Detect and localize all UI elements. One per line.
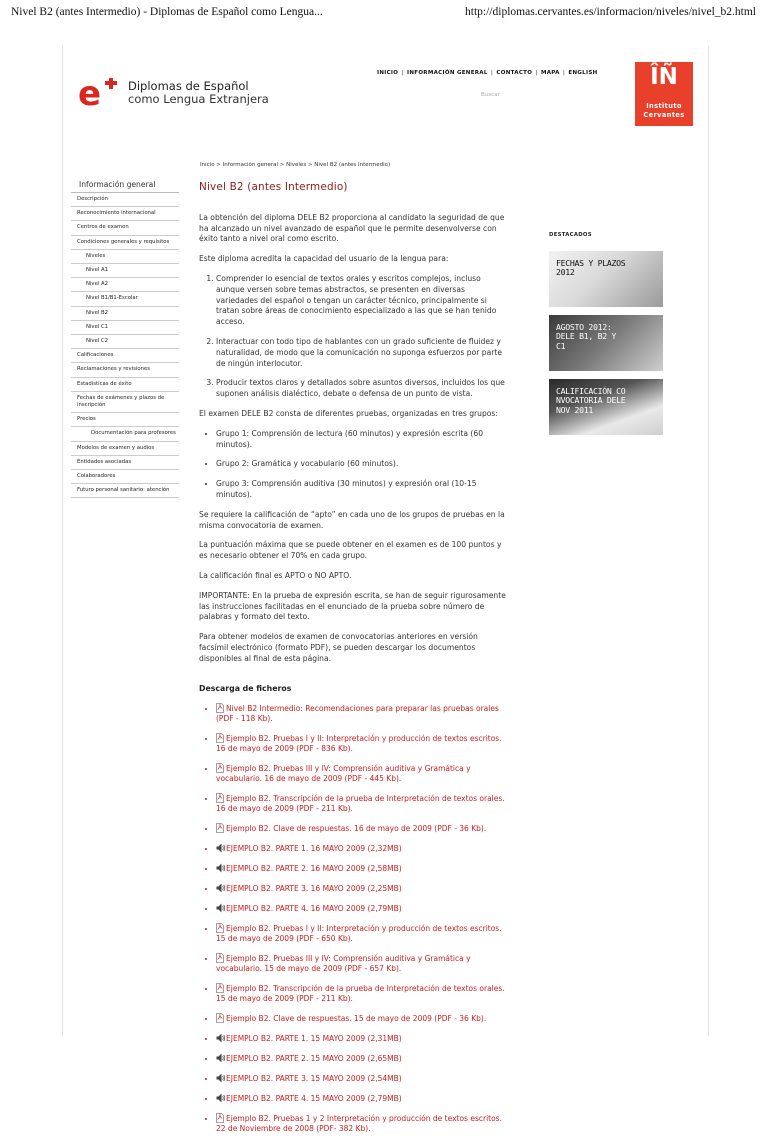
download-link[interactable] — [216, 703, 509, 724]
nav-informacion-general[interactable]: INFORMACIÓN GENERAL — [407, 70, 488, 76]
pdf-icon — [216, 703, 224, 713]
sidebar — [71, 179, 179, 498]
search-input[interactable]: Buscar — [481, 92, 500, 98]
sidebar-item[interactable]: Fechas de exámenes y plazos de inscripción — [71, 392, 179, 413]
svg-text:e: e — [78, 78, 102, 108]
capacity-item: 3. Producir textos claros y detallados sobre asuntos diversos, incluidos los que suponen análisis dialéctico, debate o defensa de un punto de vista. — [216, 378, 509, 400]
pdf-icon — [216, 793, 224, 803]
sidebar-item[interactable]: Entidades asociadas — [71, 456, 179, 470]
download-label: EJEMPLO B2. PARTE 1. 16 MAYO 2009 (2,32MB) — [226, 844, 402, 854]
audio-icon — [216, 843, 224, 853]
breadcrumb[interactable]: Inicio > Información general > Niveles > Nivel B2 (antes Intermedio) — [200, 162, 391, 168]
exam-group-item: • Grupo 3: Comprensión auditiva (30 minutos) y expresión oral (10-15 minutos). — [216, 479, 509, 501]
download-label: Ejemplo B2. Clave de respuestas. 16 de mayo de 2009 (PDF - 36 Kb). — [226, 824, 487, 834]
important-paragraph: IMPORTANTE: En la prueba de expresión escrita, se han de seguir rigurosamente las instrucciones facilitadas en el enunciado de la prueba sobre número de palabras y formato del texto. — [199, 590, 506, 622]
featured-panel — [549, 232, 663, 443]
e-plus-logo-icon[interactable] — [78, 78, 126, 108]
audio-icon — [216, 883, 224, 893]
capacity-paragraph: Este diploma acredita la capacidad del usuario de la lengua para: — [199, 254, 449, 264]
download-link[interactable] — [216, 923, 509, 944]
logo-line-1: Diplomas de Español — [128, 79, 249, 93]
download-label: Ejemplo B2. Transcripción de la prueba de Interpretación de textos orales. 16 de mayo de 2009 (PDF - 211 Kb). — [216, 794, 505, 814]
sidebar-item[interactable]: Condiciones generales y requisitos — [71, 236, 179, 250]
featured-card-calificacion[interactable] — [549, 379, 663, 435]
download-label: Ejemplo B2. Pruebas I y II: Interpretación y producción de textos escritos. 16 de mayo de 2009 (PDF - 836 Kb). — [216, 734, 502, 754]
download-link[interactable] — [216, 843, 509, 854]
page-container — [62, 46, 709, 1134]
sidebar-heading[interactable]: Información general — [71, 179, 179, 193]
download-label: EJEMPLO B2. PARTE 3. 15 MAYO 2009 (2,54MB) — [226, 1074, 402, 1084]
sidebar-item[interactable]: Colaboradores — [71, 470, 179, 484]
page-title: Nivel B2 (antes Intermedio) — [199, 181, 348, 193]
sidebar-item[interactable]: Descripción — [71, 193, 179, 207]
download-label: Ejemplo B2. Pruebas III y IV: Comprensión auditiva y Gramática y vocabulario. 15 de mayo de 2009 (PDF - 657 Kb). — [216, 954, 471, 974]
sidebar-item[interactable]: Nivel C2 — [71, 335, 179, 349]
exam-groups-list — [199, 429, 509, 501]
sidebar-item[interactable]: Reclamaciones y revisiones — [71, 363, 179, 377]
cervantes-symbol-icon: ÎÑ — [650, 64, 678, 90]
pdf-icon — [216, 983, 224, 993]
sidebar-item[interactable]: Documentación para profesores — [71, 427, 179, 441]
download-link[interactable] — [216, 1113, 509, 1134]
pdf-icon — [216, 923, 224, 933]
download-link[interactable] — [216, 883, 509, 894]
sidebar-item[interactable]: Niveles — [71, 250, 179, 264]
capacity-item: 2. Interactuar con todo tipo de hablantes con un grado suficiente de fluidez y naturalidad, de modo que la comunicación no suponga esfuerzos por parte de ningún interlocutor. — [216, 337, 509, 369]
pdf-icon — [216, 1013, 224, 1023]
download-link[interactable] — [216, 1073, 509, 1084]
print-header — [0, 6, 768, 22]
exam-group-item: • Grupo 1: Comprensión de lectura (60 minutos) y expresión escrita (60 minutos). — [216, 429, 509, 451]
download-label: EJEMPLO B2. PARTE 2. 15 MAYO 2009 (2,65MB) — [226, 1054, 402, 1064]
download-link[interactable] — [216, 823, 509, 834]
cervantes-line-2: Cervantes — [643, 111, 685, 119]
audio-icon — [216, 1033, 224, 1043]
download-link[interactable] — [216, 1013, 509, 1024]
models-paragraph: Para obtener modelos de examen de convocatorias anteriores en versión facsímil electrónico (formato PDF), se pueden descargar los documentos disponibles al final de esta página. — [199, 632, 478, 663]
download-label: Ejemplo B2. Pruebas 1 y 2 Interpretación y producción de textos escritos. 22 de Noviembre de 2008 (PDF- 382 Kb). — [216, 1114, 502, 1134]
featured-card-text: CALIFICACIÓN CONVOCATORIA DELE NOV 2011 — [556, 386, 626, 415]
sidebar-item[interactable]: Nivel A1 — [71, 264, 179, 278]
download-link[interactable] — [216, 733, 509, 754]
download-label: EJEMPLO B2. PARTE 3. 16 MAYO 2009 (2,25MB) — [226, 884, 402, 894]
download-link[interactable] — [216, 763, 509, 784]
download-label: Nivel B2 Intermedio: Recomendaciones para preparar las pruebas orales (PDF - 118 Kb). — [216, 704, 499, 724]
capacity-item: 1. Comprender lo esencial de textos orales y escritos complejos, incluso aunque versen sobre temas abstractos, se presenten en diversas variedades del español o tengan un carácter técnico, principalmente si tratan sobre áreas de conocimiento especializado a las que se han tenido acceso. — [216, 274, 509, 328]
download-label: EJEMPLO B2. PARTE 4. 15 MAYO 2009 (2,79MB) — [226, 1094, 402, 1104]
nav-english[interactable]: ENGLISH — [568, 70, 598, 76]
download-label: Ejemplo B2. Clave de respuestas. 15 de mayo de 2009 (PDF - 36 Kb). — [226, 1014, 487, 1024]
sidebar-item[interactable]: Precios — [71, 413, 179, 427]
download-link[interactable] — [216, 953, 509, 974]
nav-mapa[interactable]: MAPA — [540, 70, 560, 76]
audio-icon — [216, 903, 224, 913]
sidebar-item[interactable]: Reconocimiento internacional — [71, 207, 179, 221]
final-grade-paragraph: La calificación final es APTO o NO APTO. — [199, 570, 352, 580]
sidebar-item[interactable]: Futuro personal sanitario: atención — [71, 484, 179, 498]
capacity-list — [199, 274, 509, 400]
sidebar-item[interactable]: Nivel B2 — [71, 307, 179, 321]
site-logo-text[interactable] — [128, 80, 269, 106]
download-link[interactable] — [216, 793, 509, 814]
download-link[interactable] — [216, 1053, 509, 1064]
download-label: Ejemplo B2. Transcripción de la prueba de Interpretación de textos orales. 15 de mayo de 2009 (PDF - 211 Kb). — [216, 984, 505, 1004]
top-navigation: INICIO | INFORMACIÓN GENERAL | CONTACTO | MAPA | ENGLISH — [377, 70, 598, 76]
instituto-cervantes-logo[interactable] — [635, 62, 693, 126]
nav-inicio[interactable]: INICIO — [377, 70, 399, 76]
main-content — [199, 182, 509, 1143]
download-label: EJEMPLO B2. PARTE 4. 16 MAYO 2009 (2,79MB) — [226, 904, 402, 914]
download-label: Ejemplo B2. Pruebas I y II: Interpretación y producción de textos escritos. 15 de mayo de 2009 (PDF - 650 Kb). — [216, 924, 502, 944]
downloads-heading: Descarga de ficheros — [199, 683, 292, 693]
download-link[interactable] — [216, 1033, 509, 1044]
featured-card-text: AGOSTO 2012: DELE B1, B2 Y C1 — [556, 322, 617, 351]
audio-icon — [216, 863, 224, 873]
exam-group-item: • Grupo 2: Gramática y vocabulario (60 minutos). — [216, 459, 509, 470]
sidebar-item[interactable]: Nivel A2 — [71, 278, 179, 292]
nav-contacto[interactable]: CONTACTO — [496, 70, 533, 76]
sidebar-item[interactable]: Modelos de examen y audios — [71, 442, 179, 456]
download-link[interactable] — [216, 863, 509, 874]
download-label: EJEMPLO B2. PARTE 2. 16 MAYO 2009 (2,58MB) — [226, 864, 402, 874]
download-label: EJEMPLO B2. PARTE 1. 15 MAYO 2009 (2,31MB) — [226, 1034, 402, 1044]
cervantes-line-1: Instituto — [646, 102, 682, 110]
document-url: http://diplomas.cervantes.es/informacion/niveles/nivel_b2.html — [465, 6, 756, 18]
featured-card-agosto[interactable] — [549, 315, 663, 371]
featured-heading: DESTACADOS — [549, 232, 592, 238]
audio-icon — [216, 1053, 224, 1063]
document-title: Nivel B2 (antes Intermedio) - Diplomas de Español como Lengua... — [11, 6, 323, 18]
download-link[interactable] — [216, 903, 509, 914]
audio-icon — [216, 1073, 224, 1083]
logo-line-2: como Lengua Extranjera — [128, 92, 269, 106]
intro-paragraph: La obtención del diploma DELE B2 proporciona al candidato la seguridad de que ha alcanzado un nivel avanzado de español que le permite desenvolverse con éxito tanto a nivel oral como escrito. — [199, 212, 505, 244]
pdf-icon — [216, 733, 224, 743]
pdf-icon — [216, 763, 224, 773]
pdf-icon — [216, 953, 224, 963]
sidebar-item[interactable]: Nivel B1/B1-Escolar — [71, 292, 179, 306]
exam-intro-paragraph: El examen DELE B2 consta de diferentes pruebas, organizadas en tres grupos: — [199, 408, 498, 418]
pdf-icon — [216, 1113, 224, 1123]
sidebar-item[interactable]: Calificaciones — [71, 349, 179, 363]
downloads-list — [199, 703, 509, 1134]
apto-paragraph: Se requiere la calificación de “apto” en cada uno de los grupos de pruebas en la misma convocatoria de examen. — [199, 509, 505, 530]
sidebar-item[interactable]: Centros de examen — [71, 221, 179, 235]
score-paragraph: La puntuación máxima que se puede obtener en el examen es de 100 puntos y es necesario obtener el 70% en cada grupo. — [199, 540, 502, 561]
pdf-icon — [216, 823, 224, 833]
sidebar-item[interactable]: Nivel C1 — [71, 321, 179, 335]
audio-icon — [216, 1093, 224, 1103]
featured-card-text: FECHAS Y PLAZOS 2012 — [556, 258, 626, 278]
download-label: Ejemplo B2. Pruebas III y IV: Comprensión auditiva y Gramática y vocabulario. 16 de mayo de 2009 (PDF - 445 Kb). — [216, 764, 471, 784]
sidebar-item[interactable]: Estadísticas de éxito — [71, 378, 179, 392]
download-link[interactable] — [216, 983, 509, 1004]
featured-card-fechas[interactable] — [549, 251, 663, 307]
download-link[interactable] — [216, 1093, 509, 1104]
